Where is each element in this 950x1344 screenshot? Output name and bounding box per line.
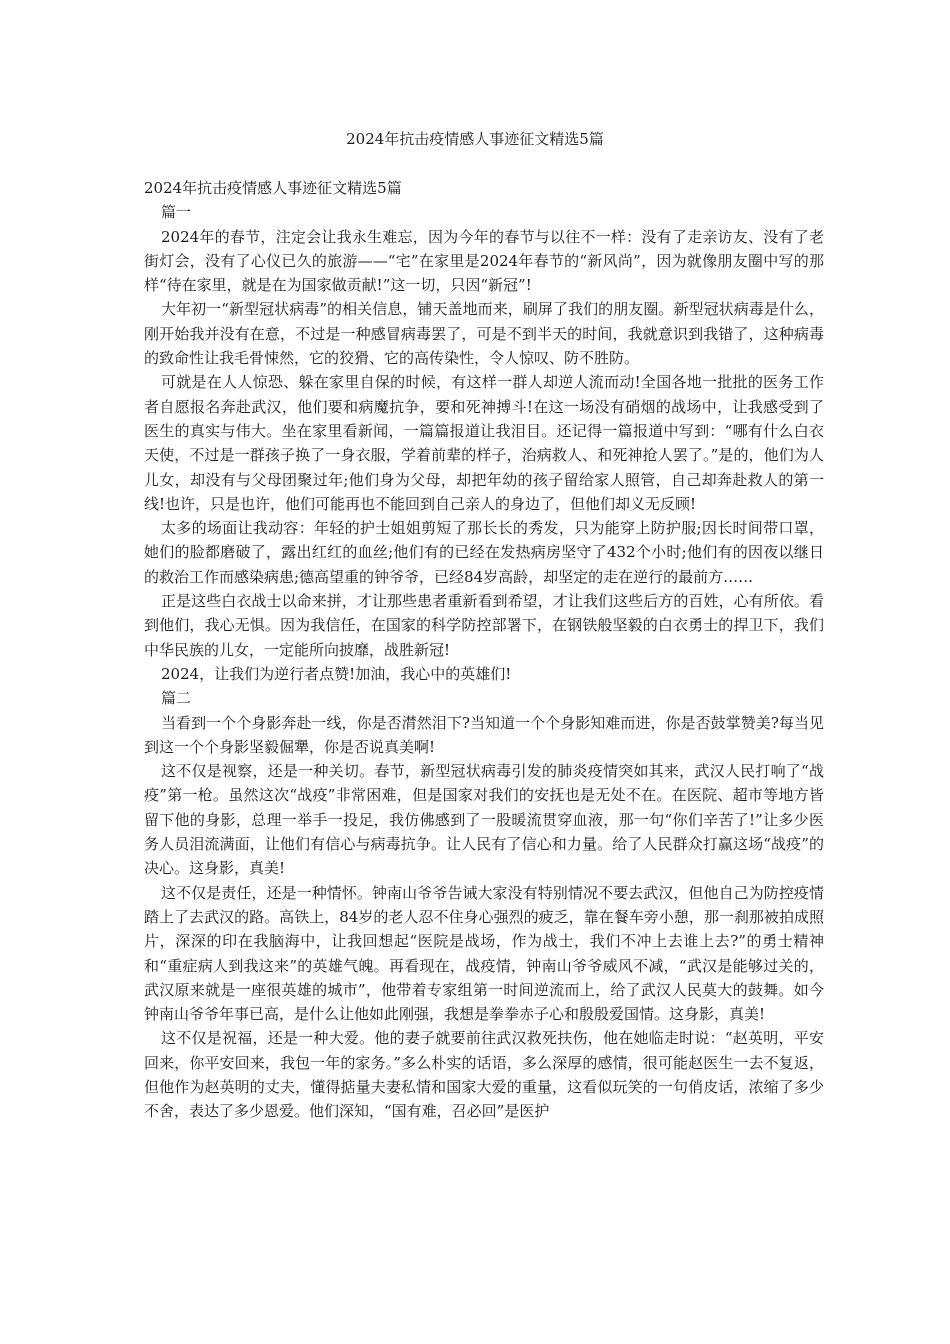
paragraph: 这不仅是祝福，还是一种大爱。他的妻子就要前往武汉救死扶伤，他在她临走时说：“赵英明，平安回来，你平安回来，我包一年的家务。”多么朴实的话语，多么深厚的感情，很可能赵医生一去不复返，但他作为赵英明的丈夫，懂得掂量夫妻私情和国家大爱的重量，这看似玩笑的一句俏皮话，浓缩了多少不舍，表达了多少恩爱。他们深知，“国有难，召必回”是医护 [144, 1029, 824, 1121]
paragraph: 这不仅是视察，还是一种关切。春节，新型冠状病毒引发的肺炎疫情突如其来，武汉人民打响了“战疫”第一枪。虽然这次“战疫”非常困难，但是国家对我们的安抚也是无处不在。在医院、超市等地方皆留下他的身影，总理一举手一投足，我仿佛感到了一股暖流贯穿血液，那一句“你们辛苦了!”让多少医务人员泪流满面，让他们有信心与病毒抗争。让人民有了信心和力量。给了人民群众打赢这场“战疫”的决心。这身影，真美! [144, 762, 824, 878]
document-subtitle: 2024年抗击疫情感人事迹征文精选5篇 [144, 179, 402, 197]
paragraph: 当看到一个个身影奔赴一线，你是否潸然泪下?当知道一个个身影知难而进，你是否鼓掌赞美?每当见到这一个个身影坚毅倔犟，你是否说真美啊! [144, 713, 824, 756]
paragraph: 正是这些白衣战士以命来拼，才让那些患者重新看到希望，才让我们这些后方的百姓，心有所依。看到他们，我心无惧。因为我信任，在国家的科学防控部署下，在钢铁般坚毅的白衣勇士的捍卫下，我们中华民族的儿女，一定能所向披靡，战胜新冠! [144, 592, 824, 659]
paragraph: 2024年的春节，注定会让我永生难忘，因为今年的春节与以往不一样：没有了走亲访友、没有了老街灯会，没有了心仪已久的旅游——“宅”在家里是2024年春节的“新风尚”，因为就像朋友圈中写的那样“待在家里，就是在为国家做贡献!”这一切，只因“新冠”! [144, 227, 824, 295]
paragraph: 这不仅是责任，还是一种情怀。钟南山爷爷告诫大家没有特别情况不要去武汉，但他自己为防控疫情踏上了去武汉的路。高铁上，84岁的老人忍不住身心强烈的疲乏，靠在餐车旁小憩，那一刹那被拍成照片，深深的印在我脑海中，让我回想起“医院是战场，作为战士，我们不冲上去谁上去?”的勇士精神和“重症病人到我这来”的英雄气魄。再看现在，战疫情，钟南山爷爷威风不减，“武汉是能够过关的，武汉原来就是一座很英雄的城市”，他带着专家组第一时间逆流而上，给了武汉人民莫大的鼓舞。如今钟南山爷爷年事已高，是什么让他如此刚强，我想是拳拳赤子心和殷殷爱国情。这身影，真美! [144, 883, 824, 1024]
section-heading: 篇二 [161, 689, 192, 708]
paragraph: 太多的场面让我动容：年轻的护士姐姐剪短了那长长的秀发，只为能穿上防护服;因长时间带口罩，她们的脸都磨破了，露出红红的血丝;他们有的已经在发热病房坚守了432个小时;他们有的因夜以继日的救治工作而感染病患;德高望重的钟爷爷，已经84岁高龄，却坚定的走在逆行的最前方…… [144, 519, 824, 586]
paragraph: 2024，让我们为逆行者点赞!加油，我心中的英雄们! [161, 664, 512, 683]
page-title: 2024年抗击疫情感人事迹征文精选5篇 [346, 130, 604, 148]
paragraph: 可就是在人人惊恐、躲在家里自保的时候，有这样一群人却逆人流而动!全国各地一批批的医务工作者自愿报名奔赴武汉，他们要和病魔抗争，要和死神搏斗!在这一场没有硝烟的战场中，让我感受到了医生的真实与伟大。坐在家里看新闻，一篇篇报道让我泪目。还记得一篇报道中写到：“哪有什么白衣天使，不过是一群孩子换了一身衣服，学着前辈的样子，治病救人、和死神抢人罢了。”是的，他们为人儿女，却没有与父母团聚过年;他们身为父母，却把年幼的孩子留给家人照管，自己却奔赴救人的第一线!也许，只是也许，他们可能再也不能回到自己亲人的身边了，但他们却义无反顾! [144, 373, 824, 513]
document-body [144, 176, 824, 1124]
paragraph: 大年初一“新型冠状病毒”的相关信息，铺天盖地而来，刷屏了我们的朋友圈。新型冠状病毒是什么，刚开始我并没有在意，不过是一种感冒病毒罢了，可是不到半天的时间，我就意识到我错了，这种病毒的致命性让我毛骨悚然，它的狡猾、它的高传染性，令人惊叹、防不胜防。 [144, 300, 824, 368]
section-heading: 篇一 [161, 203, 192, 222]
